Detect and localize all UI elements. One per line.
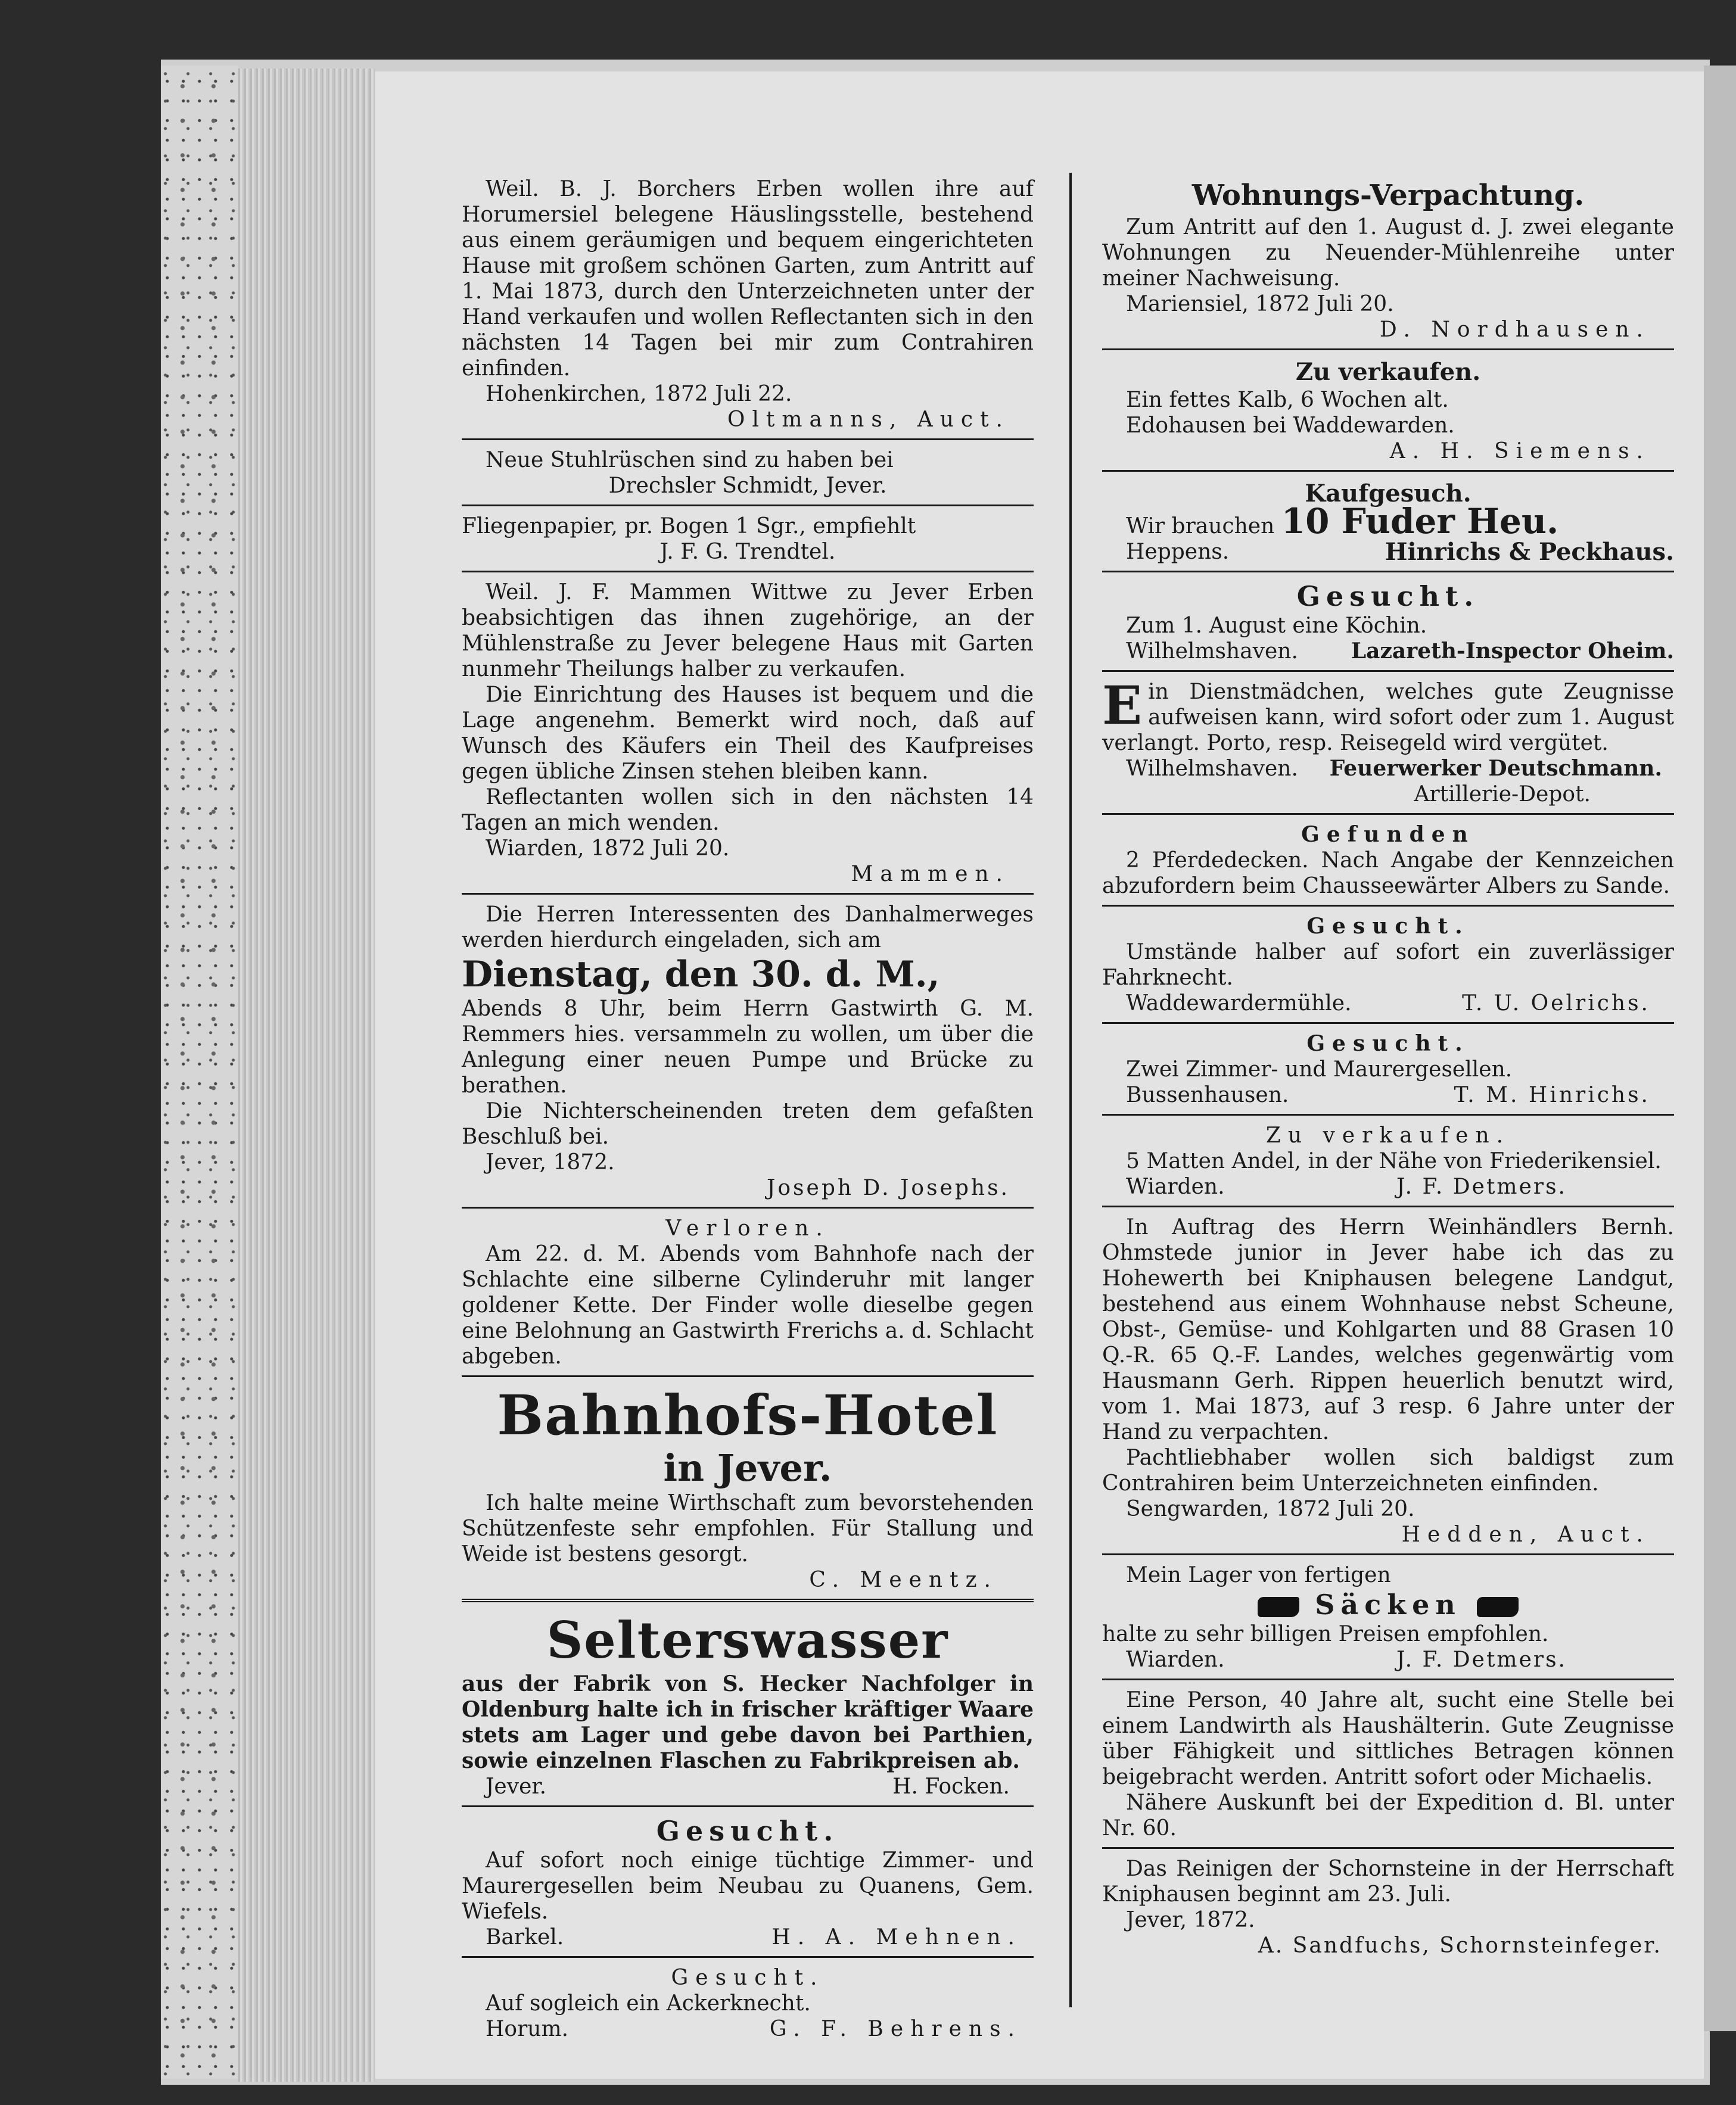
ad-signature: Hinrichs & Peckhaus. [1385, 538, 1674, 566]
ad-body: halte zu sehr billigen Preisen empfohlen. [1102, 1622, 1549, 1646]
ad-signature: Feuerwerker Deutschmann. [1329, 756, 1662, 781]
ad-place: Bussenhausen. [1126, 1083, 1289, 1107]
ad-place-date: Mariensiel, 1872 Juli 20. [1126, 292, 1394, 316]
ad-place-date: Sengwarden, 1872 Juli 20. [1126, 1497, 1415, 1521]
ad-signature: D. Nordhausen. [1379, 317, 1650, 342]
ad-signature: H. A. Mehnen. [771, 1925, 1022, 1950]
ad-heading: Gesucht. [1306, 914, 1470, 939]
ad-place-date: Hohenkirchen, 1872 Juli 22. [486, 382, 792, 406]
ad-signature: C. Meentz. [809, 1568, 998, 1592]
ad-body: Zwei Zimmer- und Maurergesellen. [1126, 1057, 1513, 1082]
ad-footer [1102, 639, 1674, 664]
ad-saecken [1102, 1559, 1674, 1680]
ad-heading: Gesucht. [656, 1815, 839, 1847]
pointing-hand-icon [1477, 1597, 1519, 1617]
ad-mammen-house [462, 576, 1034, 895]
ad-fliegenpapier [462, 510, 1034, 572]
ad-kaufgesuch [1102, 475, 1674, 572]
ad-body: Umstände halber auf sofort ein zuverlässiger Fahrknecht. [1102, 940, 1674, 990]
book-edge-speckle [161, 66, 238, 2079]
drop-cap: E [1102, 674, 1143, 736]
ad-heading: Verloren. [665, 1216, 830, 1241]
ad-signature: Joseph D. Josephs. [766, 1176, 1010, 1200]
ad-body [1102, 674, 1674, 756]
ad-place: Edohausen bei Waddewarden. [1126, 413, 1455, 438]
ad-signature: T. U. Oelrichs. [1462, 991, 1650, 1016]
ad-place: Horum. [486, 2017, 569, 2041]
ad-body: Das Reinigen der Schornsteine in der Herrschaft Kniphausen beginnt am 23. Juli. [1102, 1857, 1674, 1907]
ad-heading-text: Säcken [1315, 1589, 1461, 1621]
ad-gesucht-zimmergesellen [462, 1811, 1034, 1958]
ad-body: Zum Antritt auf den 1. August d. J. zwei elegante Wohnungen zu Neuender-Mühlenreihe unter meiner Nachweisung. [1102, 215, 1674, 291]
ad-body: Ein fettes Kalb, 6 Wochen alt. [1126, 388, 1449, 412]
ad-paragraph: Pachtliebhaber wollen sich baldigst zum Contrahiren beim Unterzeichneten einfinden. [1102, 1446, 1674, 1496]
facing-page-edge [1704, 66, 1736, 2031]
ad-selterswasser [462, 1606, 1034, 1807]
ad-footer [462, 2016, 1034, 2042]
ad-signature: J. F. Detmers. [1396, 1175, 1567, 1199]
ad-gesucht-zimmer-maurergesellen [1102, 1027, 1674, 1116]
ad-footer [462, 1925, 1034, 1950]
ad-heading: Gefunden [1301, 822, 1475, 847]
ad-place: Barkel. [486, 1925, 564, 1950]
ad-haushaelterin [1102, 1684, 1674, 1849]
ad-body: Zum 1. August eine Köchin. [1126, 614, 1427, 638]
ad-footer [1102, 539, 1674, 565]
ad-footer [1102, 1174, 1674, 1200]
ad-body: Ich halte meine Wirthschaft zum bevorstehenden Schützenfeste sehr empfohlen. Für Stallung und Weide ist bestens gesorgt. [462, 1491, 1034, 1567]
ad-place: Jever. [486, 1774, 547, 1799]
ad-signature: A. H. Siemens. [1389, 439, 1650, 463]
ad-footer [1102, 991, 1674, 1016]
ad-landgut-verpachtung [1102, 1211, 1674, 1555]
ad-wohnungs-verpachtung [1102, 173, 1674, 350]
ad-signature: A. Sandfuchs, Schornsteinfeger. [1258, 1933, 1662, 1958]
ad-paragraph: Weil. J. F. Mammen Wittwe zu Jever Erben beabsichtigen das ihnen zugehörige, an der Mühlenstraße zu Jever belegene Haus mit Garten nunmehr Theilungs halber zu verkaufen. [462, 580, 1034, 681]
ad-paragraph: Die Einrichtung des Hauses ist bequem und die Lage angenehm. Bemerkt wird noch, daß auf Wunsch des Käufers ein Theil des Kaufpreises gegen übliche Zinsen stehen bleiben kann. [462, 683, 1034, 784]
ad-footer [462, 1774, 1034, 1799]
ad-place: Wiarden. [1126, 1648, 1225, 1672]
ad-gesucht-koechin [1102, 576, 1674, 672]
ad-body [1102, 501, 1674, 541]
ad-gefunden [1102, 818, 1674, 907]
ad-signature: J. F. G. Trendtel. [659, 540, 836, 564]
ad-gesucht-ackerknecht [462, 1961, 1034, 2048]
ad-body: aus der Fabrik von S. Hecker Nachfolger in Oldenburg halte ich in frischer kräftiger Waare stets am Lager und gebe davon bei Parthien, sowie einzelnen Flaschen zu Fabrikpreisen ab. [462, 1671, 1034, 1773]
ad-place: Wiarden. [1126, 1175, 1225, 1199]
ad-signature: Drechsler Schmidt, Jever. [608, 474, 887, 498]
hotel-title: Bahnhofs-Hotel [497, 1383, 998, 1447]
ad-body-text: in Dienstmädchen, welches gute Zeugnisse aufweisen kann, wird sofort oder zum 1. August verlangt. Porto, resp. Reisegeld wird vergütet. [1102, 680, 1674, 755]
ad-footer [1102, 1647, 1674, 1673]
ad-body: Fliegenpapier, pr. Bogen 1 Sgr., empfiehlt [462, 514, 916, 538]
meeting-date-headline: Dienstag, den 30. d. M., [462, 954, 940, 995]
ad-place: Wilhelmshaven. [1126, 639, 1298, 664]
ad-heading: Gesucht. [1306, 1031, 1470, 1056]
ad-heading: Gesucht. [1296, 580, 1480, 612]
ad-body: Weil. B. J. Borchers Erben wollen ihre auf Horumersiel belegene Häuslingsstelle, bestehend aus einem geräumigen und bequem eingerichteten Hause mit großem schönen Garten, zum Antritt auf 1. Mai 1873, durch den Unterzeichneten unter der Hand verkaufen und wollen Reflectanten sich in den nächsten 14 Tagen bei mir zum Contrahiren einfinden. [462, 177, 1034, 381]
ad-heading [1102, 1588, 1674, 1621]
ad-heading: Wohnungs-Verpachtung. [1191, 179, 1585, 212]
ad-footer [1102, 1082, 1674, 1108]
ad-heading: Kaufgesuch. [1305, 479, 1471, 507]
ad-signature: G. F. Behrens. [769, 2017, 1022, 2041]
ad-zu-verkaufen-kalb [1102, 354, 1674, 472]
ad-signature: Hedden, Auct. [1401, 1522, 1650, 1547]
ad-body: Am 22. d. M. Abends vom Bahnhofe nach der Schlachte eine silberne Cylinderuhr mit langer goldener Kette. Der Finder wolle dieselbe gegen eine Belohnung an Gastwirth Frerichs a. d. Schlacht abgeben. [462, 1242, 1034, 1369]
ad-signature: T. M. Hinrichs. [1454, 1083, 1650, 1107]
left-column [462, 173, 1034, 2051]
ad-paragraph: Abends 8 Uhr, beim Herrn Gastwirth G. M. Remmers hies. versammeln zu wollen, um über die Anlegung einer neuen Pumpe und Brücke zu berathen. [462, 997, 1034, 1098]
ad-verloren [462, 1212, 1034, 1377]
ad-zu-verkaufen-andel [1102, 1119, 1674, 1207]
ad-signature: Lazareth-Inspector Oheim. [1351, 639, 1674, 664]
ad-paragraph: Reflectanten wollen sich in den nächsten 14 Tagen an mich wenden. [462, 785, 1034, 835]
ad-paragraph: Die Herren Interessenten des Danhalmerweges werden hierdurch eingeladen, sich am [462, 902, 1034, 952]
ad-paragraph: Nähere Auskunft bei der Expedition d. Bl. unter Nr. 60. [1102, 1791, 1674, 1841]
ad-place: Heppens. [1126, 540, 1230, 564]
ad-signature: Mammen. [851, 862, 1010, 886]
ad-body: Auf sofort noch einige tüchtige Zimmer- und Maurergesellen beim Neubau zu Quanens, Gem. Wiefels. [462, 1848, 1034, 1924]
ad-place-date: Jever, 1872. [1126, 1908, 1255, 1932]
right-column [1102, 173, 1674, 1968]
ad-place-date: Wiarden, 1872 Juli 20. [486, 836, 730, 861]
column-divider [1069, 173, 1072, 2007]
ad-body: Mein Lager von fertigen [1126, 1563, 1391, 1587]
ad-paragraph: Die Nichterscheinenden treten dem gefaßten Beschluß bei. [462, 1099, 1034, 1149]
ad-signature: H. Focken. [892, 1774, 1010, 1799]
ad-body: Auf sogleich ein Ackerknecht. [486, 1991, 811, 2016]
ad-paragraph: Eine Person, 40 Jahre alt, sucht eine Stelle bei einem Landwirth als Haushälterin. Gute Zeugnisse über Fähigkeit und sittliches Betragen können beigebracht werden. Antritt sofort oder Michaelis. [1102, 1688, 1674, 1789]
ad-heading: Zu verkaufen. [1265, 1123, 1511, 1148]
ad-body: 2 Pferdedecken. Nach Angabe der Kennzeichen abzufordern beim Chausseewärter Albers zu Sande. [1102, 848, 1674, 898]
ad-heading: Zu verkaufen. [1295, 358, 1481, 386]
ad-stuhlrueschen [462, 444, 1034, 506]
ad-body-text: Wir brauchen [1126, 514, 1275, 538]
ad-danhalmerweg-meeting [462, 898, 1034, 1209]
selterswasser-title: Selterswasser [546, 1611, 949, 1670]
ad-body-emphasis: 10 Fuder Heu. [1281, 501, 1559, 541]
pointing-hand-icon [1258, 1597, 1299, 1617]
ad-place: Waddewardermühle. [1126, 991, 1352, 1016]
ad-schornsteinfeger [1102, 1852, 1674, 1964]
ad-signature: Oltmanns, Auct. [727, 407, 1010, 432]
ad-body: In Auftrag des Herrn Weinhändlers Bernh. Ohmstede junior in Jever habe ich das zu Hohewerth bei Kniphausen belegene Landgut, bestehend aus einem Wohnhause nebst Scheune, Obst-, Gemüse- und Kohlgarten und 88 Grasen 10 Q.-R. 65 Q.-F. Landes, welches gegenwärtig vom Hausmann Gerh. Rippen heuerlich benutzt wird, vom 1. Mai 1873, auf 3 resp. 6 Jahre unter der Hand zu verpachten. [1102, 1215, 1674, 1444]
ad-bahnhofs-hotel [462, 1381, 1034, 1602]
ad-body: 5 Matten Andel, in der Nähe von Friederikensiel. [1126, 1149, 1662, 1173]
ad-footer [1102, 756, 1674, 781]
ad-place-date: Jever, 1872. [486, 1150, 615, 1175]
ad-signature-line2: Artillerie-Depot. [1414, 782, 1591, 806]
ad-body: Neue Stuhlrüschen sind zu haben bei [486, 448, 894, 472]
ad-dienstmaedchen [1102, 675, 1674, 815]
ad-place: Wilhelmshaven. [1126, 756, 1298, 781]
ad-heading: Gesucht. [671, 1966, 825, 1990]
hotel-subtitle: in Jever. [663, 1446, 832, 1490]
ad-signature: J. F. Detmers. [1396, 1648, 1567, 1672]
page-stack-gutter [238, 68, 375, 2082]
ad-gesucht-fahrknecht [1102, 910, 1674, 1024]
ad-borchers-house [462, 173, 1034, 440]
